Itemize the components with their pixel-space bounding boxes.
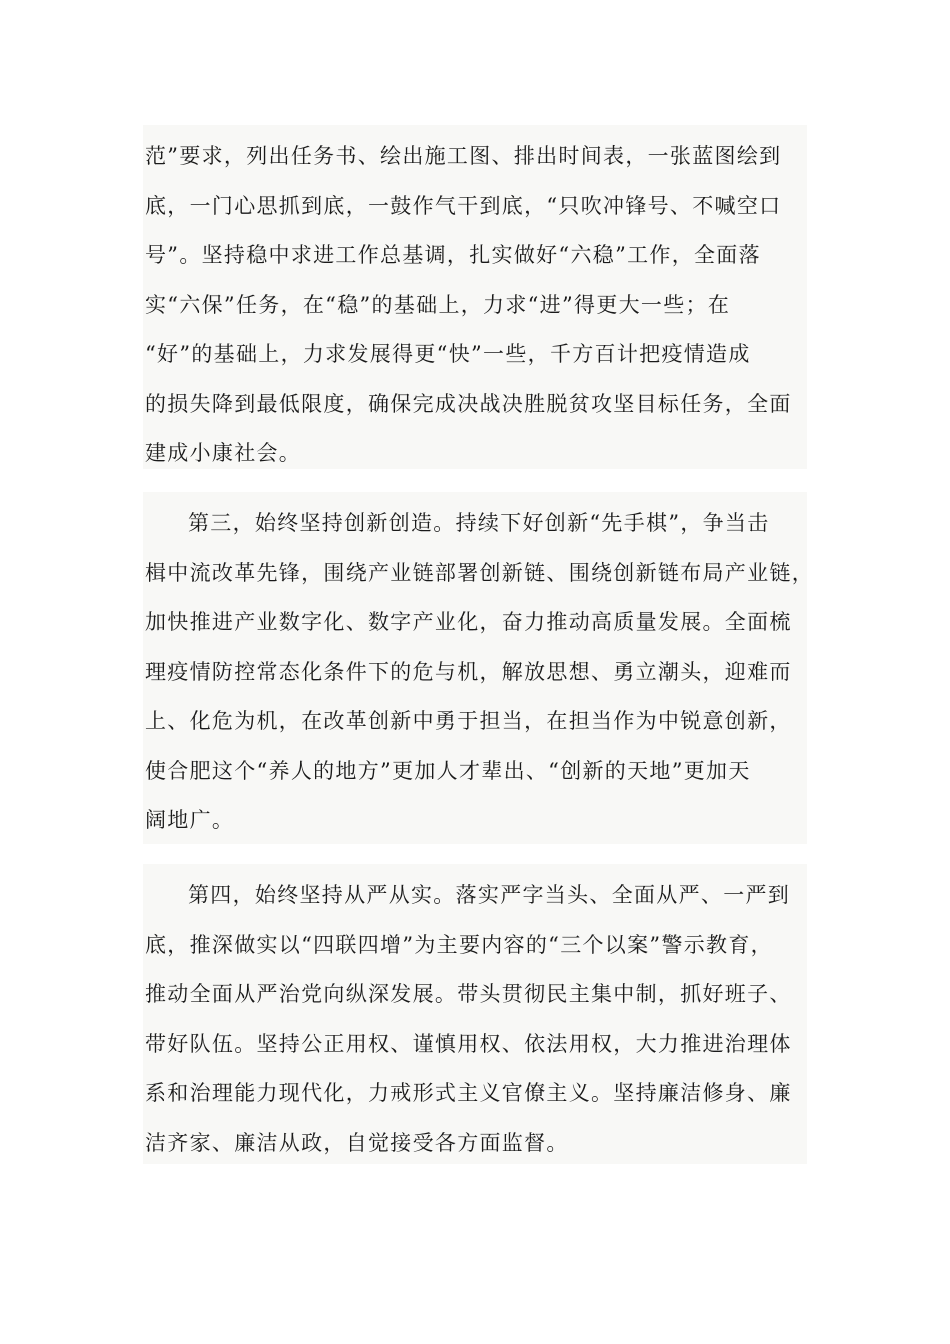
paragraph-third-point <box>143 492 814 844</box>
text-line: 推动全面从严治党向纵深发展。带头贯彻民主集中制，抓好班子、 <box>145 982 792 1006</box>
text-line: 洁齐家、廉洁从政，自觉接受各方面监督。 <box>145 1130 569 1155</box>
text-line: 建成小康社会。 <box>145 441 302 465</box>
text-line: 第四，始终坚持从严从实。落实严字当头、全面从严、一严到 <box>188 883 791 907</box>
text-line: 理疫情防控常态化条件下的危与机，解放思想、勇立潮头，迎难而 <box>145 659 792 684</box>
paragraph-continuation <box>143 125 807 469</box>
text-line: 加快推进产业数字化、数字产业化，奋力推动高质量发展。全面梳 <box>145 610 792 634</box>
text-line: 系和治理能力现代化，力戒形式主义官僚主义。坚持廉洁修身、廉 <box>145 1081 792 1105</box>
text-line: 阔地广。 <box>145 808 235 832</box>
text-line: “好”的基础上，力求发展得更“快”一些，千方百计把疫情造成 <box>145 342 751 366</box>
paragraph-fourth-point <box>143 864 807 1164</box>
text-line: 带好队伍。坚持公正用权、谨慎用权、依法用权，大力推进治理体 <box>145 1031 792 1056</box>
text-line: 第三，始终坚持创新创造。持续下好创新“先手棋”，争当击 <box>188 511 770 535</box>
text-line: 楫中流改革先锋，围绕产业链部署创新链、围绕创新链布局产业链， <box>145 560 814 585</box>
text-line: 底，推深做实以“四联四增”为主要内容的“三个以案”警示教育， <box>145 932 773 957</box>
text-line: 上、化危为机，在改革创新中勇于担当，在担当作为中锐意创新， <box>145 709 792 733</box>
text-line: 范”要求，列出任务书、绘出施工图、排出时间表，一张蓝图绘到 <box>145 144 782 168</box>
text-line: 号”。坚持稳中求进工作总基调，扎实做好“六稳”工作，全面落 <box>145 243 761 267</box>
text-line: 底，一门心思抓到底，一鼓作气干到底，“只吹冲锋号、不喊空口 <box>145 193 782 218</box>
text-line: 实“六保”任务，在“稳”的基础上，力求“进”得更大一些；在 <box>145 292 731 317</box>
text-line: 的损失降到最低限度，确保完成决战决胜脱贫攻坚目标任务，全面 <box>145 391 792 416</box>
text-line: 使合肥这个“养人的地方”更加人才辈出、“创新的天地”更加天 <box>145 758 751 783</box>
